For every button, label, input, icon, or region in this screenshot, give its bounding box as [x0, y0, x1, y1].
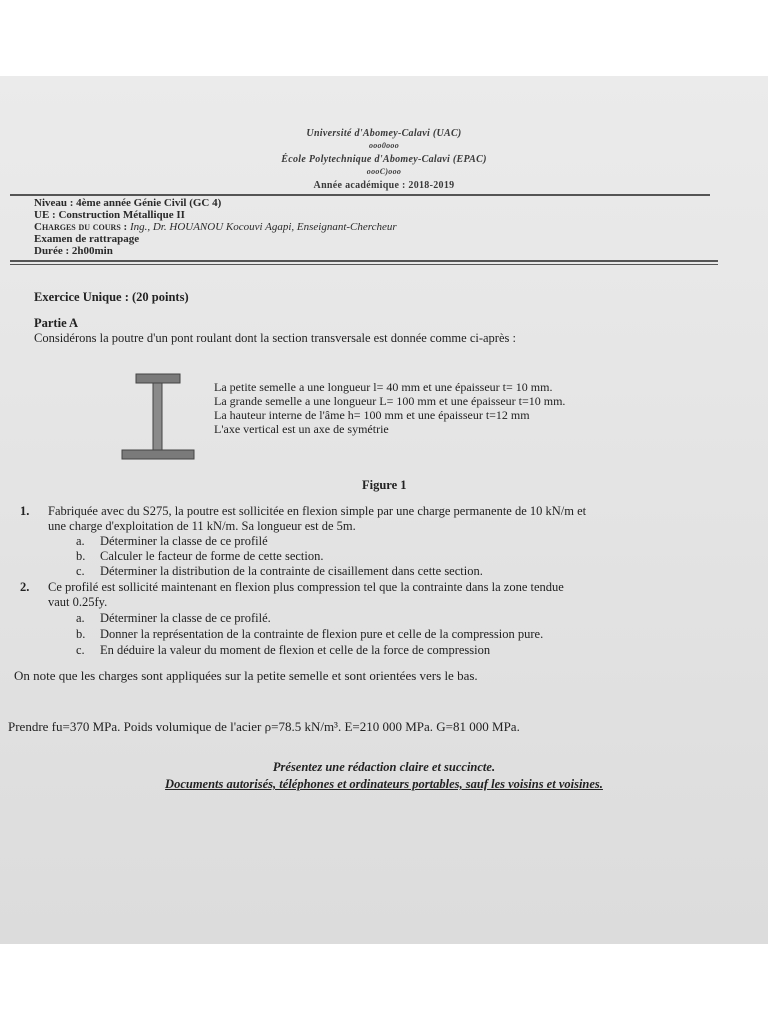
- figure-line: La grande semelle a une longueur L= 100 mm et une épaisseur t=10 mm.: [214, 394, 566, 408]
- university-name: Université d'Abomey-Calavi (UAC): [306, 128, 462, 139]
- info-divider-thin: [10, 264, 718, 265]
- instructor-label: Charges du cours :: [34, 221, 128, 233]
- instructor-name: Ing., Dr. HOUANOU Kocouvi Agapi, Enseignant-Chercheur: [129, 221, 397, 233]
- school-name: École Polytechnique d'Abomey-Calavi (EPAC): [281, 154, 487, 165]
- question-text: Fabriquée avec du S275, la poutre est sollicitée en flexion simple par une charge permanente de 10 kN/m et: [48, 504, 587, 518]
- exam-type: Examen de rattrapage: [34, 233, 140, 245]
- figure-line: La petite semelle a une longueur l= 40 mm et une épaisseur t= 10 mm.: [214, 380, 553, 394]
- figure-line: L'axe vertical est un axe de symétrie: [214, 422, 389, 436]
- documents-notice: Documents autorisés, téléphones et ordinateurs portables, sauf les voisins et voisines.: [165, 777, 603, 791]
- sub-question: c. Déterminer la distribution de la contrainte de cisaillement dans cette section.: [76, 564, 483, 578]
- instructor: [34, 221, 397, 233]
- academic-year: Année académique : 2018-2019: [313, 180, 455, 191]
- exercise-title: Exercice Unique : (20 points): [34, 290, 189, 304]
- figure-description: [214, 380, 565, 436]
- question-number: 2.: [20, 580, 30, 594]
- i-beam-section-figure: [120, 370, 196, 464]
- loading-note: On note que les charges sont appliquées sur la petite semelle et sont orientées vers le bas.: [14, 668, 478, 683]
- course-unit: UE : Construction Métallique II: [34, 209, 185, 221]
- exercise-intro: Considérons la poutre d'un pont roulant dont la section transversale est donnée comme ci-après :: [34, 331, 516, 345]
- sub-question: b. Donner la représentation de la contrainte de flexion pure et celle de la compression pure.: [76, 627, 544, 641]
- level: Niveau : 4ème année Génie Civil (GC 4): [34, 197, 222, 209]
- small-flange: [136, 374, 180, 383]
- material-data: Prendre fu=370 MPa. Poids volumique de l'acier ρ=78.5 kN/m³. E=210 000 MPa. G=81 000 MPa.: [8, 719, 520, 734]
- figure-caption: Figure 1: [362, 478, 407, 492]
- question-text: vaut 0.25fy.: [48, 595, 108, 609]
- header-divider: [10, 194, 710, 196]
- sub-question: a. Déterminer la classe de ce profilé.: [76, 611, 271, 625]
- question-number: 1.: [20, 504, 30, 518]
- sub-question: b. Calculer le facteur de forme de cette section.: [76, 549, 324, 563]
- question-text: Ce profilé est sollicité maintenant en flexion plus compression tel que la contrainte dans la zone tendue: [48, 580, 564, 594]
- closing-instruction: Présentez une rédaction claire et succincte.: [272, 760, 496, 774]
- sub-question: c. En déduire la valeur du moment de flexion et celle de la force de compression: [76, 643, 491, 657]
- duration: Durée : 2h00min: [34, 245, 113, 257]
- question-text: une charge d'exploitation de 11 kN/m. Sa longueur est de 5m.: [48, 519, 356, 533]
- exam-info: [34, 197, 397, 257]
- info-divider: [10, 260, 718, 262]
- exam-sheet: [0, 76, 768, 944]
- header-ornament: oooC)ooo: [366, 167, 402, 176]
- web: [153, 383, 162, 453]
- header-ornament: ooo0ooo: [368, 141, 400, 150]
- sub-question: a. Déterminer la classe de ce profilé: [76, 534, 268, 548]
- large-flange: [122, 450, 194, 459]
- figure-line: La hauteur interne de l'âme h= 100 mm et une épaisseur t=12 mm: [214, 408, 530, 422]
- part-title: Partie A: [34, 316, 79, 330]
